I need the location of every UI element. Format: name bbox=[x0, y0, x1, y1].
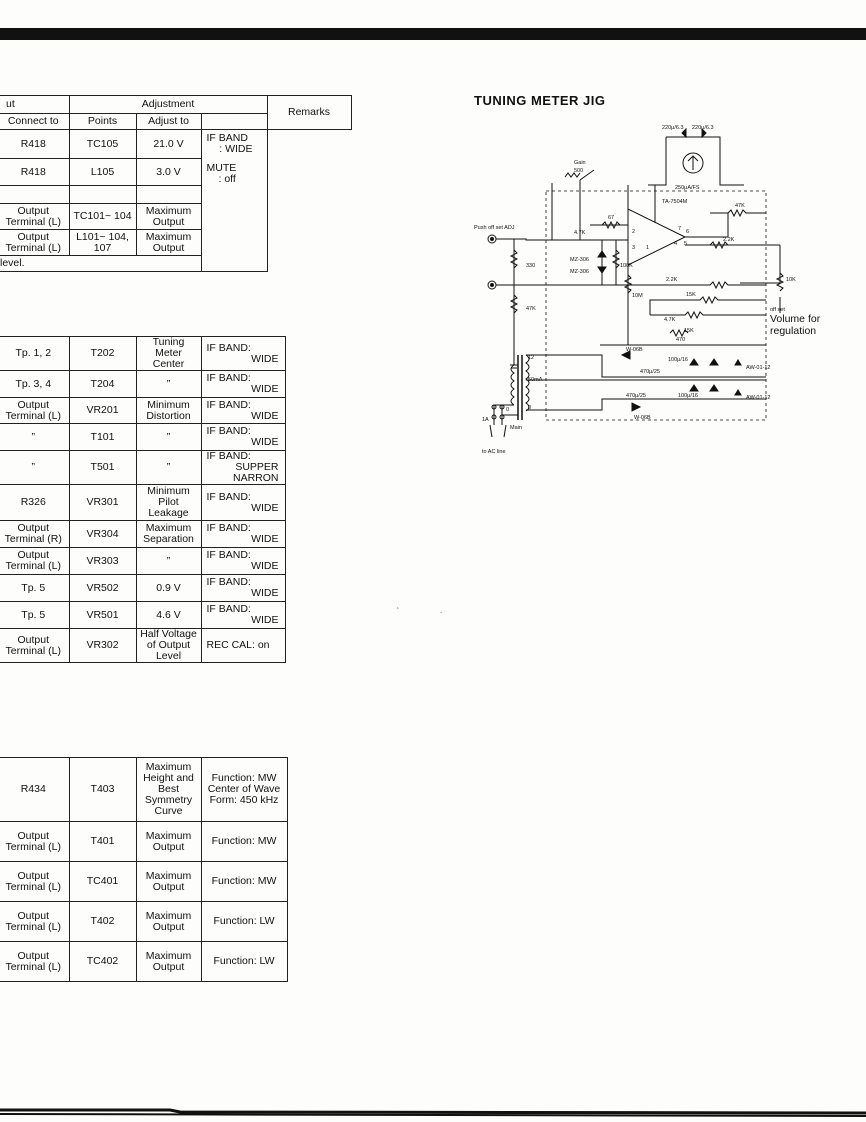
remarks-cell bbox=[201, 337, 285, 371]
table-cell: Maximum Output bbox=[136, 902, 201, 942]
table-cell: VR302 bbox=[69, 629, 136, 663]
table-cell bbox=[69, 186, 136, 204]
header-input: ut bbox=[0, 96, 69, 114]
label: 250μA/FS bbox=[675, 185, 700, 191]
label: MZ-306 bbox=[570, 269, 589, 275]
remarks-cell bbox=[201, 371, 285, 398]
table-cell: 21.0 V bbox=[136, 130, 201, 159]
table-row bbox=[0, 602, 285, 629]
label: 2.2K bbox=[723, 237, 735, 243]
label: off set bbox=[770, 307, 785, 313]
remarks-cell: Function: LW bbox=[201, 902, 287, 942]
label: 3 bbox=[632, 245, 636, 251]
table-cell: Output Terminal (L) bbox=[0, 942, 69, 982]
table-cell: TC101~ 104 bbox=[69, 204, 136, 230]
label: to AC line bbox=[482, 449, 506, 455]
table-cell: VR501 bbox=[69, 602, 136, 629]
remarks-cell: Function: MW bbox=[201, 862, 287, 902]
label: 220μ/6.3 bbox=[692, 125, 714, 131]
jig-title: TUNING METER JIG bbox=[474, 93, 606, 108]
label: 10K bbox=[786, 277, 796, 283]
table-cell: TC401 bbox=[69, 862, 136, 902]
adjustment-table-1 bbox=[0, 95, 352, 272]
table-row bbox=[0, 758, 287, 822]
label: 2.2K bbox=[666, 277, 678, 283]
label: 0 bbox=[506, 407, 510, 413]
table-row bbox=[0, 862, 287, 902]
table-cell: ” bbox=[136, 424, 201, 451]
remark-text: IF BAND: bbox=[206, 490, 251, 503]
label: W-06B bbox=[634, 415, 651, 421]
remark-text: IF BAND: bbox=[206, 603, 251, 615]
remark-text: MUTE bbox=[206, 162, 237, 174]
label: MZ-306 bbox=[570, 257, 589, 263]
table-cell: VR304 bbox=[69, 521, 136, 548]
label: 0 bbox=[528, 405, 532, 411]
table-row bbox=[0, 548, 285, 575]
remarks-cell bbox=[201, 451, 285, 485]
table-row bbox=[0, 371, 285, 398]
table-cell: T401 bbox=[69, 822, 136, 862]
label: 7 bbox=[678, 226, 682, 232]
table-cell: TC402 bbox=[69, 942, 136, 982]
label: AW-01-12 bbox=[746, 395, 771, 401]
table-cell: R418 bbox=[0, 159, 69, 186]
label: 10M bbox=[632, 293, 643, 299]
label: 1A bbox=[482, 417, 489, 423]
remark-text: WIDE bbox=[251, 436, 279, 448]
table-cell: ” bbox=[136, 371, 201, 398]
remark-text: : WIDE bbox=[219, 143, 253, 155]
table-cell: T101 bbox=[69, 424, 136, 451]
label: 12 bbox=[528, 355, 535, 361]
label: Volume for bbox=[770, 313, 821, 325]
table-cell: Tp. 1, 2 bbox=[0, 337, 69, 371]
remark-text: WIDE bbox=[251, 409, 279, 422]
table-cell: Tuning Meter Center bbox=[136, 337, 201, 371]
label: AW-01-12 bbox=[746, 365, 771, 371]
table-cell: L101~ 104, 107 bbox=[69, 230, 136, 256]
remark-text: WIDE bbox=[251, 560, 279, 572]
remarks-cell: Function: MW bbox=[201, 822, 287, 862]
table-row bbox=[0, 629, 285, 663]
remarks-cell bbox=[201, 602, 285, 629]
table-cell: Output Terminal (L) bbox=[0, 822, 69, 862]
header-bar bbox=[0, 28, 866, 40]
table-cell: Maximum Output bbox=[136, 204, 201, 230]
table-cell: Output Terminal (L) bbox=[0, 629, 69, 663]
table-cell: Maximum Output bbox=[136, 942, 201, 982]
table-cell: VR301 bbox=[69, 485, 136, 521]
table-cell: T403 bbox=[69, 758, 136, 822]
remark-text: IF BAND: bbox=[206, 549, 251, 561]
label: 500 bbox=[574, 168, 584, 174]
label: 220μ/6.3 bbox=[662, 125, 684, 131]
remark-text: IF BAND: bbox=[206, 522, 251, 534]
remark-text: : off bbox=[218, 173, 236, 185]
table-row bbox=[0, 902, 287, 942]
remark-text: IF BAND bbox=[206, 132, 248, 144]
label: 5 bbox=[684, 241, 688, 247]
table-cell: Output Terminal (R) bbox=[0, 521, 69, 548]
remarks-cell: Function: LW bbox=[201, 942, 287, 982]
sub-adjust-to: Adjust to bbox=[136, 114, 201, 130]
table-cell: R434 bbox=[0, 758, 69, 822]
adjustment-table-2 bbox=[0, 336, 286, 663]
label: 2 bbox=[632, 229, 636, 235]
remarks-cell bbox=[201, 548, 285, 575]
table-footnote: level. bbox=[0, 256, 201, 272]
label: 100μ/16 bbox=[668, 357, 688, 363]
table-row bbox=[0, 942, 287, 982]
table-cell: T204 bbox=[69, 371, 136, 398]
label: 4.7K bbox=[664, 317, 676, 323]
remark-text: WIDE bbox=[251, 587, 279, 599]
tuning-meter-jig-schematic bbox=[470, 115, 866, 460]
remarks-cell bbox=[201, 575, 285, 602]
table-cell: Maximum Height and Best Symmetry Curve bbox=[136, 758, 201, 822]
table-cell: TC105 bbox=[69, 130, 136, 159]
header-adjustment: Adjustment bbox=[69, 96, 267, 114]
label: 6 bbox=[686, 229, 690, 235]
label: 100K bbox=[620, 263, 633, 269]
label: 330 bbox=[526, 263, 536, 269]
remark-text: IF BAND: bbox=[206, 576, 251, 588]
table-cell bbox=[136, 186, 201, 204]
table-cell: VR201 bbox=[69, 398, 136, 424]
label: 50mA bbox=[528, 377, 543, 383]
label: TA-7504M bbox=[662, 199, 688, 205]
label: 470μ/25 bbox=[640, 369, 660, 375]
label: Main bbox=[510, 425, 522, 431]
table-row bbox=[0, 485, 285, 521]
label: 470μ/25 bbox=[626, 393, 646, 399]
remarks-cell bbox=[201, 424, 285, 451]
table-row bbox=[0, 521, 285, 548]
remarks-cell bbox=[201, 485, 285, 521]
remarks-cell bbox=[201, 130, 267, 272]
table-cell: Output Terminal (L) bbox=[0, 204, 69, 230]
label: regulation bbox=[770, 325, 817, 337]
label: 1 bbox=[646, 245, 650, 251]
table-cell: Maximum Output bbox=[136, 822, 201, 862]
remark-text: WIDE bbox=[251, 383, 279, 395]
table-cell: Maximum Output bbox=[136, 230, 201, 256]
table-cell: Output Terminal (L) bbox=[0, 548, 69, 575]
table-cell: Tp. 5 bbox=[0, 602, 69, 629]
table-cell: T402 bbox=[69, 902, 136, 942]
table-row bbox=[0, 398, 285, 424]
table-cell: ” bbox=[136, 451, 201, 485]
remark-text: WIDE bbox=[251, 533, 279, 545]
remarks-cell bbox=[201, 629, 285, 663]
table-cell: 4.6 V bbox=[136, 602, 201, 629]
table-cell: Tp. 3, 4 bbox=[0, 371, 69, 398]
remark-text: WIDE bbox=[251, 352, 279, 365]
bottom-rule bbox=[0, 1082, 866, 1122]
stray-mark: ‘ bbox=[397, 606, 399, 615]
table-cell: 0.9 V bbox=[136, 575, 201, 602]
remark-text: IF BAND: bbox=[206, 450, 251, 462]
remarks-cell bbox=[201, 521, 285, 548]
table-cell: Minimum Pilot Leakage bbox=[136, 485, 201, 521]
table-cell: Maximum Separation bbox=[136, 521, 201, 548]
table-cell: Tp. 5 bbox=[0, 575, 69, 602]
label: 47K bbox=[526, 306, 536, 312]
opamp-symbol bbox=[628, 209, 688, 265]
table-cell: ” bbox=[0, 451, 69, 485]
table-cell: Minimum Distortion bbox=[136, 398, 201, 424]
remarks-cell: Function: MW Center of Wave Form: 450 kHz bbox=[201, 758, 287, 822]
label: 15K bbox=[684, 328, 694, 334]
table-row bbox=[0, 575, 285, 602]
label: 47K bbox=[735, 203, 745, 209]
table-cell: T202 bbox=[69, 337, 136, 371]
table-row bbox=[0, 337, 285, 371]
table-cell: ” bbox=[0, 424, 69, 451]
label: 4.7K bbox=[574, 230, 586, 236]
table-cell: VR502 bbox=[69, 575, 136, 602]
remark-text: IF BAND: bbox=[206, 398, 251, 411]
table-cell: Output Terminal (L) bbox=[0, 398, 69, 424]
table-cell: Half Voltage of Output Level bbox=[136, 629, 201, 663]
table-cell: Output Terminal (L) bbox=[0, 902, 69, 942]
table-cell: Maximum Output bbox=[136, 862, 201, 902]
table-cell: R326 bbox=[0, 485, 69, 521]
sub-connect-to: Connect to bbox=[0, 114, 69, 130]
label: Push off set ADJ bbox=[474, 225, 515, 231]
table-cell: Output Terminal (L) bbox=[0, 862, 69, 902]
label: 100μ/16 bbox=[678, 393, 698, 399]
table-cell: R418 bbox=[0, 130, 69, 159]
label: Gain bbox=[574, 160, 586, 166]
header-remarks: Remarks bbox=[267, 96, 351, 130]
label: 67 bbox=[608, 215, 615, 221]
remark-text: IF BAND: bbox=[206, 372, 251, 384]
table-cell: Output Terminal (L) bbox=[0, 230, 69, 256]
label: 470 bbox=[676, 337, 686, 343]
table-cell bbox=[0, 186, 69, 204]
table-row bbox=[0, 424, 285, 451]
label: 4 bbox=[674, 241, 678, 247]
table-row bbox=[0, 451, 285, 485]
sub-points: Points bbox=[69, 114, 136, 130]
remark-text: WIDE bbox=[251, 501, 279, 514]
adjustment-table-3 bbox=[0, 757, 288, 982]
table-cell: VR303 bbox=[69, 548, 136, 575]
table-cell: 3.0 V bbox=[136, 159, 201, 186]
table-cell: ” bbox=[136, 548, 201, 575]
table-cell: L105 bbox=[69, 159, 136, 186]
remark-text: IF BAND: bbox=[206, 341, 251, 354]
remark-text: WIDE bbox=[251, 614, 279, 626]
table-cell: T501 bbox=[69, 451, 136, 485]
remarks-cell bbox=[201, 398, 285, 424]
remark-text: SUPPER bbox=[235, 461, 279, 473]
label: 15K bbox=[686, 292, 696, 298]
remark-text: IF BAND: bbox=[206, 425, 251, 437]
remark-text: REC CAL: on bbox=[206, 639, 270, 651]
label: W-06B bbox=[626, 347, 643, 353]
stray-mark: . bbox=[440, 606, 443, 615]
table-row bbox=[0, 822, 287, 862]
remark-text: NARRON bbox=[232, 472, 279, 484]
